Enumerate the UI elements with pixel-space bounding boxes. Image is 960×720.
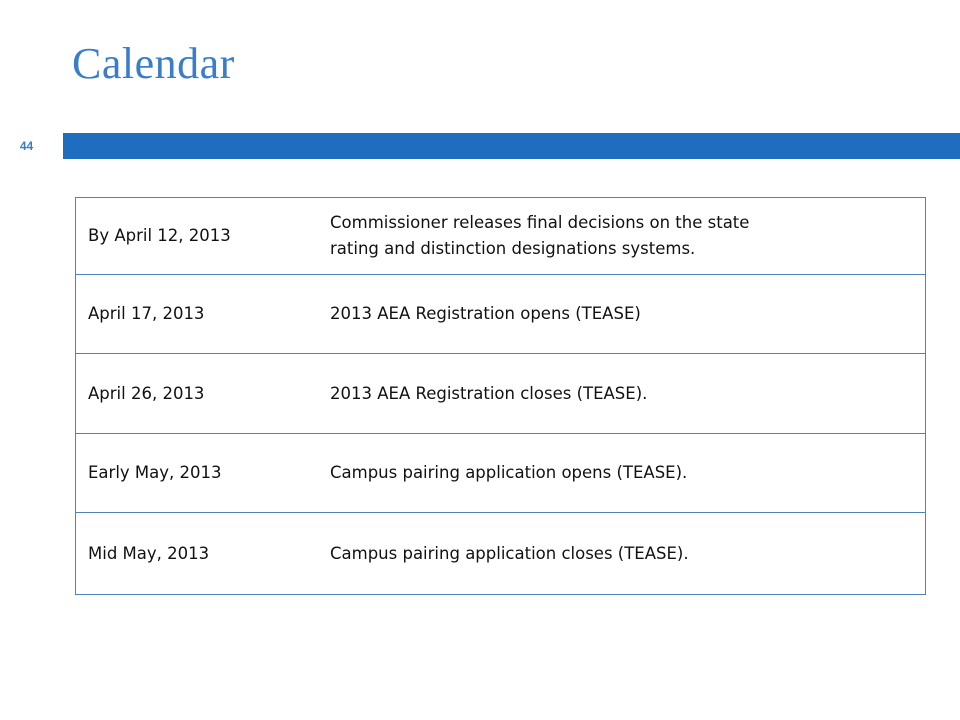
event-cell: 2013 AEA Registration opens (TEASE) [318, 275, 926, 354]
page-number-box [0, 133, 53, 159]
calendar-table [75, 197, 926, 595]
date-cell: Early May, 2013 [76, 434, 319, 513]
date-cell: April 26, 2013 [76, 354, 319, 434]
table-row [76, 198, 926, 275]
slide-title: Calendar [72, 39, 235, 88]
table-row [76, 434, 926, 513]
event-cell [318, 198, 926, 275]
title-bar [63, 133, 960, 159]
event-cell: 2013 AEA Registration closes (TEASE). [318, 354, 926, 434]
event-text-line: rating and distinction designations systems. [330, 239, 696, 258]
event-cell: Campus pairing application opens (TEASE). [318, 434, 926, 513]
table-row [76, 513, 926, 595]
event-text-line: Commissioner releases final decisions on the state [330, 213, 750, 232]
date-cell: April 17, 2013 [76, 275, 319, 354]
date-cell: By April 12, 2013 [76, 198, 319, 275]
page-number: 44 [19, 139, 34, 153]
table-row [76, 275, 926, 354]
table-row [76, 354, 926, 434]
date-cell: Mid May, 2013 [76, 513, 319, 595]
event-cell: Campus pairing application closes (TEASE). [318, 513, 926, 595]
